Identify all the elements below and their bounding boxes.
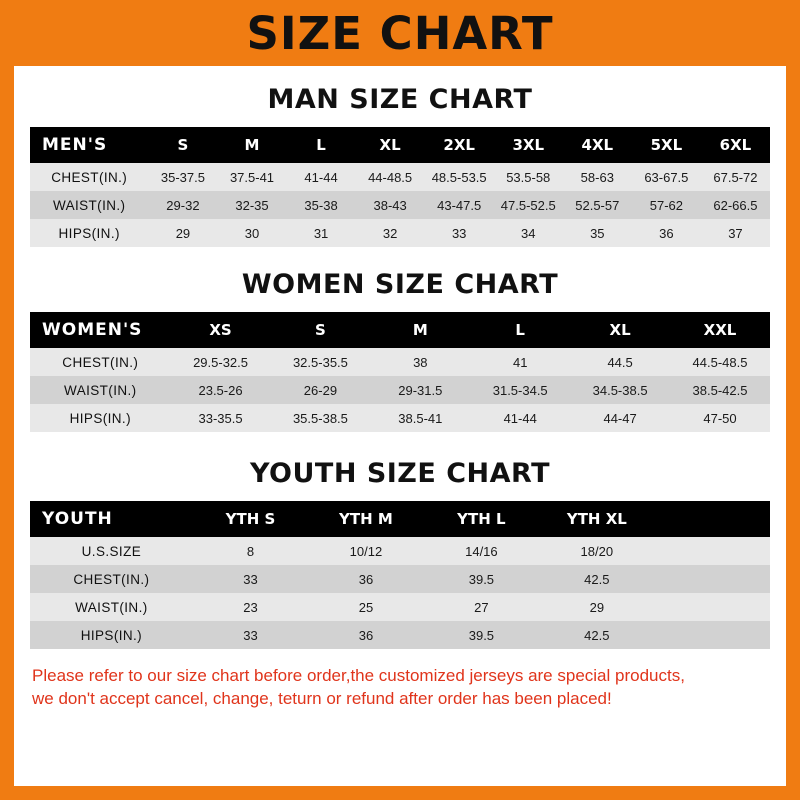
row-label: CHEST(IN.) xyxy=(30,348,171,376)
table-cell: 53.5-58 xyxy=(494,163,563,191)
man-section-title: MAN SIZE CHART xyxy=(267,84,533,115)
table-cell: 35.5-38.5 xyxy=(270,404,370,432)
content xyxy=(14,84,786,711)
man-size-table xyxy=(30,127,770,247)
row-label: U.S.SIZE xyxy=(30,537,193,565)
table-row xyxy=(30,537,770,565)
table-cell: 41-44 xyxy=(287,163,356,191)
table-header-cell: M xyxy=(370,312,470,348)
table-cell: 48.5-53.5 xyxy=(425,163,494,191)
table-header-cell: 3XL xyxy=(494,127,563,163)
table-cell: 35-37.5 xyxy=(148,163,217,191)
table-cell: 43-47.5 xyxy=(425,191,494,219)
row-label: WAIST(IN.) xyxy=(30,593,193,621)
table-header-cell: 2XL xyxy=(425,127,494,163)
table-cell: 37.5-41 xyxy=(217,163,286,191)
table-cell: 44-48.5 xyxy=(356,163,425,191)
table-row xyxy=(30,348,770,376)
table-cell: 26-29 xyxy=(270,376,370,404)
table-cell: 41-44 xyxy=(470,404,570,432)
table-cell: 10/12 xyxy=(308,537,423,565)
order-notice xyxy=(30,665,770,711)
page-title: SIZE CHART xyxy=(246,6,554,60)
table-cell: 37 xyxy=(701,219,770,247)
order-notice-line-1: Please refer to our size chart before order,the customized jerseys are special products, xyxy=(32,666,685,685)
row-label: WAIST(IN.) xyxy=(30,191,148,219)
table-cell: 29-32 xyxy=(148,191,217,219)
table-cell: 58-63 xyxy=(563,163,632,191)
table-header-cell: YTH XL xyxy=(539,501,654,537)
banner xyxy=(0,0,800,66)
table-header-cell: M xyxy=(217,127,286,163)
table-cell: 38 xyxy=(370,348,470,376)
table-cell: 23.5-26 xyxy=(171,376,271,404)
table-header-cell: L xyxy=(287,127,356,163)
table-row xyxy=(30,219,770,247)
table-cell: 32-35 xyxy=(217,191,286,219)
table-row xyxy=(30,191,770,219)
row-label: HIPS(IN.) xyxy=(30,621,193,649)
table-cell: 23 xyxy=(193,593,308,621)
row-label: WAIST(IN.) xyxy=(30,376,171,404)
table-header-cell: S xyxy=(270,312,370,348)
table-cell: 31.5-34.5 xyxy=(470,376,570,404)
table-cell: 29-31.5 xyxy=(370,376,470,404)
table-cell: 44.5-48.5 xyxy=(670,348,770,376)
table-cell: 36 xyxy=(632,219,701,247)
table-header-cell: YTH M xyxy=(308,501,423,537)
table-cell: 62-66.5 xyxy=(701,191,770,219)
table-cell: 33 xyxy=(425,219,494,247)
table-row xyxy=(30,565,770,593)
table-header-cell: L xyxy=(470,312,570,348)
row-label: HIPS(IN.) xyxy=(30,219,148,247)
table-cell: 8 xyxy=(193,537,308,565)
table-cell: 67.5-72 xyxy=(701,163,770,191)
row-label: CHEST(IN.) xyxy=(30,163,148,191)
table-header-cell: MEN'S xyxy=(30,127,148,163)
women-section-title: WOMEN SIZE CHART xyxy=(241,269,559,300)
table-cell: 44-47 xyxy=(570,404,670,432)
table-header-cell: S xyxy=(148,127,217,163)
order-notice-line-2: we don't accept cancel, change, teturn or refund after order has been placed! xyxy=(32,688,612,708)
table-cell: 34 xyxy=(494,219,563,247)
table-cell: 39.5 xyxy=(424,565,539,593)
table-cell: 36 xyxy=(308,565,423,593)
table-header-cell: YTH S xyxy=(193,501,308,537)
table-cell: 35-38 xyxy=(287,191,356,219)
table-header-cell: 4XL xyxy=(563,127,632,163)
table-header-row xyxy=(30,501,770,537)
table-cell: 32.5-35.5 xyxy=(270,348,370,376)
table-header-cell: XL xyxy=(570,312,670,348)
table-row xyxy=(30,404,770,432)
table-cell: 52.5-57 xyxy=(563,191,632,219)
table-cell: 38-43 xyxy=(356,191,425,219)
table-row xyxy=(30,621,770,649)
table-cell: 42.5 xyxy=(539,621,654,649)
table-cell: 30 xyxy=(217,219,286,247)
table-header-cell: YTH L xyxy=(424,501,539,537)
table-cell-empty xyxy=(655,537,770,565)
bottom-accent-bar xyxy=(0,786,800,800)
table-header-cell: YOUTH xyxy=(30,501,193,537)
table-cell: 32 xyxy=(356,219,425,247)
table-header-cell: XXL xyxy=(670,312,770,348)
table-cell: 47-50 xyxy=(670,404,770,432)
table-cell: 38.5-41 xyxy=(370,404,470,432)
table-cell: 31 xyxy=(287,219,356,247)
table-cell: 38.5-42.5 xyxy=(670,376,770,404)
table-row xyxy=(30,593,770,621)
row-label: CHEST(IN.) xyxy=(30,565,193,593)
table-cell: 63-67.5 xyxy=(632,163,701,191)
table-row xyxy=(30,163,770,191)
table-cell: 25 xyxy=(308,593,423,621)
table-cell: 39.5 xyxy=(424,621,539,649)
table-cell: 34.5-38.5 xyxy=(570,376,670,404)
table-header-cell: 5XL xyxy=(632,127,701,163)
table-cell: 35 xyxy=(563,219,632,247)
table-header-cell: XS xyxy=(171,312,271,348)
table-cell: 29 xyxy=(148,219,217,247)
table-cell: 42.5 xyxy=(539,565,654,593)
table-cell: 14/16 xyxy=(424,537,539,565)
table-cell: 41 xyxy=(470,348,570,376)
table-cell: 33 xyxy=(193,621,308,649)
row-label: HIPS(IN.) xyxy=(30,404,171,432)
table-cell: 33-35.5 xyxy=(171,404,271,432)
table-cell-empty xyxy=(655,565,770,593)
table-header-row xyxy=(30,127,770,163)
table-header-spacer xyxy=(655,501,770,537)
women-size-table xyxy=(30,312,770,432)
table-cell: 57-62 xyxy=(632,191,701,219)
table-header-cell: WOMEN'S xyxy=(30,312,171,348)
youth-size-table xyxy=(30,501,770,649)
table-cell-empty xyxy=(655,593,770,621)
table-header-cell: XL xyxy=(356,127,425,163)
table-cell: 27 xyxy=(424,593,539,621)
table-cell: 29 xyxy=(539,593,654,621)
table-row xyxy=(30,376,770,404)
youth-section-title: YOUTH SIZE CHART xyxy=(249,458,551,489)
table-header-row xyxy=(30,312,770,348)
table-cell: 33 xyxy=(193,565,308,593)
table-cell: 36 xyxy=(308,621,423,649)
table-header-cell: 6XL xyxy=(701,127,770,163)
table-cell: 18/20 xyxy=(539,537,654,565)
table-cell-empty xyxy=(655,621,770,649)
table-cell: 29.5-32.5 xyxy=(171,348,271,376)
table-cell: 47.5-52.5 xyxy=(494,191,563,219)
table-cell: 44.5 xyxy=(570,348,670,376)
